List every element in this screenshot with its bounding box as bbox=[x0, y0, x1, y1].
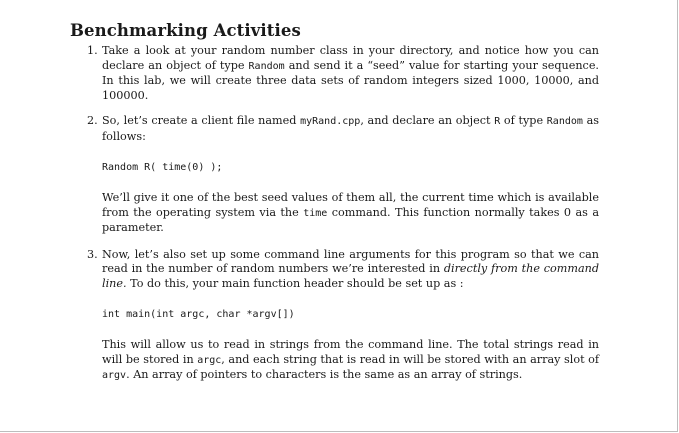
section-heading: Benchmarking Activities bbox=[70, 21, 301, 40]
inline-code: time bbox=[303, 207, 328, 219]
inline-code: argc bbox=[197, 354, 222, 366]
list-item bbox=[87, 44, 599, 103]
inline-code: myRand.cpp bbox=[300, 116, 361, 127]
list-item bbox=[87, 114, 599, 236]
inline-code: Random bbox=[248, 60, 285, 72]
code-block: int main(int argc, char *argv[]) bbox=[102, 309, 295, 320]
item-number: 2. bbox=[87, 114, 98, 127]
code-block: Random R( time(0) ); bbox=[102, 162, 223, 173]
emphasis-text: directly from the command line. bbox=[102, 262, 599, 290]
inline-code: argv bbox=[102, 370, 127, 381]
item-paragraph: Take a look at your random number class in your directory, and notice how you can declare an object of type Random and send it a “seed” value for starting your sequence. In this lab, we will create three data sets of random integers sized 1000, 10000, and 100000. bbox=[102, 44, 599, 102]
item-number: 3. bbox=[87, 247, 98, 261]
item-number: 1. bbox=[87, 44, 98, 57]
item-paragraph: So, let’s create a client file named myRand.cpp, and declare an object R of type Random as follows: bbox=[102, 114, 600, 143]
list-item bbox=[87, 248, 599, 384]
activity-list bbox=[87, 44, 599, 384]
item-paragraph: This will allow us to read in strings from the command line. The total strings read in will be stored in argc, and each string that is read in will be stored with an array slot of argv. An array of pointers to characters is the same as an array of strings. bbox=[102, 338, 600, 381]
inline-code: R bbox=[494, 116, 501, 127]
inline-code: Random bbox=[546, 116, 583, 127]
item-paragraph: We’ll give it one of the best seed values of them all, the current time which is available from the operating system via the time command. This function normally takes 0 as a parameter. bbox=[102, 191, 599, 234]
item-paragraph: Now, let’s also set up some command line arguments for this program so that we can read in the number of random numbers we’re interested in directly from the command line. To do this, your main function header should be set up as : bbox=[102, 247, 599, 290]
